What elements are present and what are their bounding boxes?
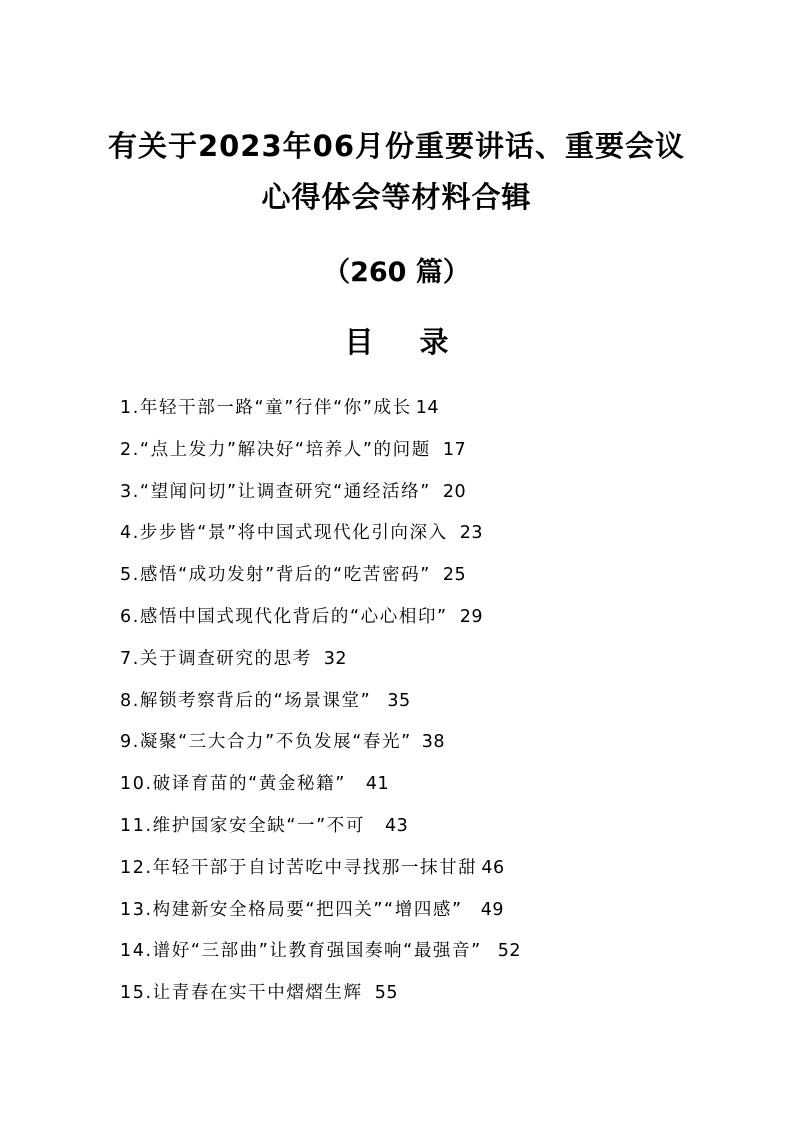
toc-entry[interactable] [120,897,680,939]
toc-entry-page-number: 43 [384,815,409,836]
toc-entry-title: 12.年轻干部于自讨苦吃中寻找那一抹甘甜 [120,857,478,878]
toc-entry-title: 13.构建新安全格局要“把四关”“增四感” [120,899,463,920]
toc-entry-page-number: 32 [323,648,348,669]
toc-entry-title: 10.破译育苗的“黄金秘籍” [120,774,346,795]
toc-entry[interactable] [120,688,680,730]
toc-entry-page-number: 23 [459,523,484,544]
toc-entry[interactable] [120,562,680,604]
toc-entry-page-number: 20 [442,481,467,502]
toc-entry-page-number: 35 [387,690,411,711]
toc-entry-title: 2.“点上发力”解决好“培养人”的问题 [120,439,431,460]
toc-entry-page-number: 46 [481,857,505,878]
toc-entry[interactable] [120,938,680,980]
toc-entry[interactable] [120,520,680,562]
toc-entry-title: 1.年轻干部一路“童”行伴“你”成长 [120,398,412,418]
toc-entry-page-number: 52 [497,941,522,962]
toc-entry-title: 15.让青春在实干中熠熠生辉 [120,983,363,1004]
table-of-contents [120,395,680,1022]
document-title-line-2: 心得体会等材料合辑 [261,180,532,214]
toc-entry-title: 6.感悟中国式现代化背后的“心心相印” [120,606,448,627]
toc-entry[interactable] [120,437,680,479]
toc-entry[interactable] [120,980,680,1022]
toc-entry-page-number: 49 [480,899,504,920]
toc-entry-page-number: 29 [459,606,484,627]
toc-entry[interactable] [120,771,680,813]
toc-entry-page-number: 41 [365,774,390,795]
toc-entry-title: 9.凝聚“三大合力”不负发展“春光” [120,732,412,753]
toc-entry[interactable] [120,479,680,521]
document-title-line-1: 有关于2023年06月份重要讲话、重要会议 [107,129,686,163]
toc-heading: 目 录 [344,325,467,359]
toc-entry[interactable] [120,855,680,897]
toc-entry-title: 11.维护国家安全缺“一”不可 [120,815,365,836]
toc-entry[interactable] [120,813,680,855]
toc-entry-page-number: 38 [421,732,446,753]
toc-entry-page-number: 17 [442,439,467,460]
toc-entry[interactable] [120,604,680,646]
toc-entry-page-number: 25 [442,565,467,586]
toc-entry-page-number: 55 [374,983,399,1004]
toc-entry[interactable] [120,646,680,688]
toc-entry-title: 14.谱好“三部曲”让教育强国奏响“最强音” [120,941,482,962]
toc-entry-page-number: 14 [415,398,440,418]
toc-entry-title: 3.“望闻问切”让调查研究“通经活络” [120,481,431,502]
toc-entry-title: 4.步步皆“景”将中国式现代化引向深入 [120,523,448,544]
toc-entry-title: 8.解锁考察背后的“场景课堂” [120,690,372,711]
toc-entry-title: 7.关于调查研究的思考 [120,648,312,669]
toc-entry[interactable] [120,729,680,771]
toc-entry-title: 5.感悟“成功发射”背后的“吃苦密码” [120,565,431,586]
toc-entry[interactable] [120,395,680,437]
article-count: （260 篇） [323,257,470,288]
